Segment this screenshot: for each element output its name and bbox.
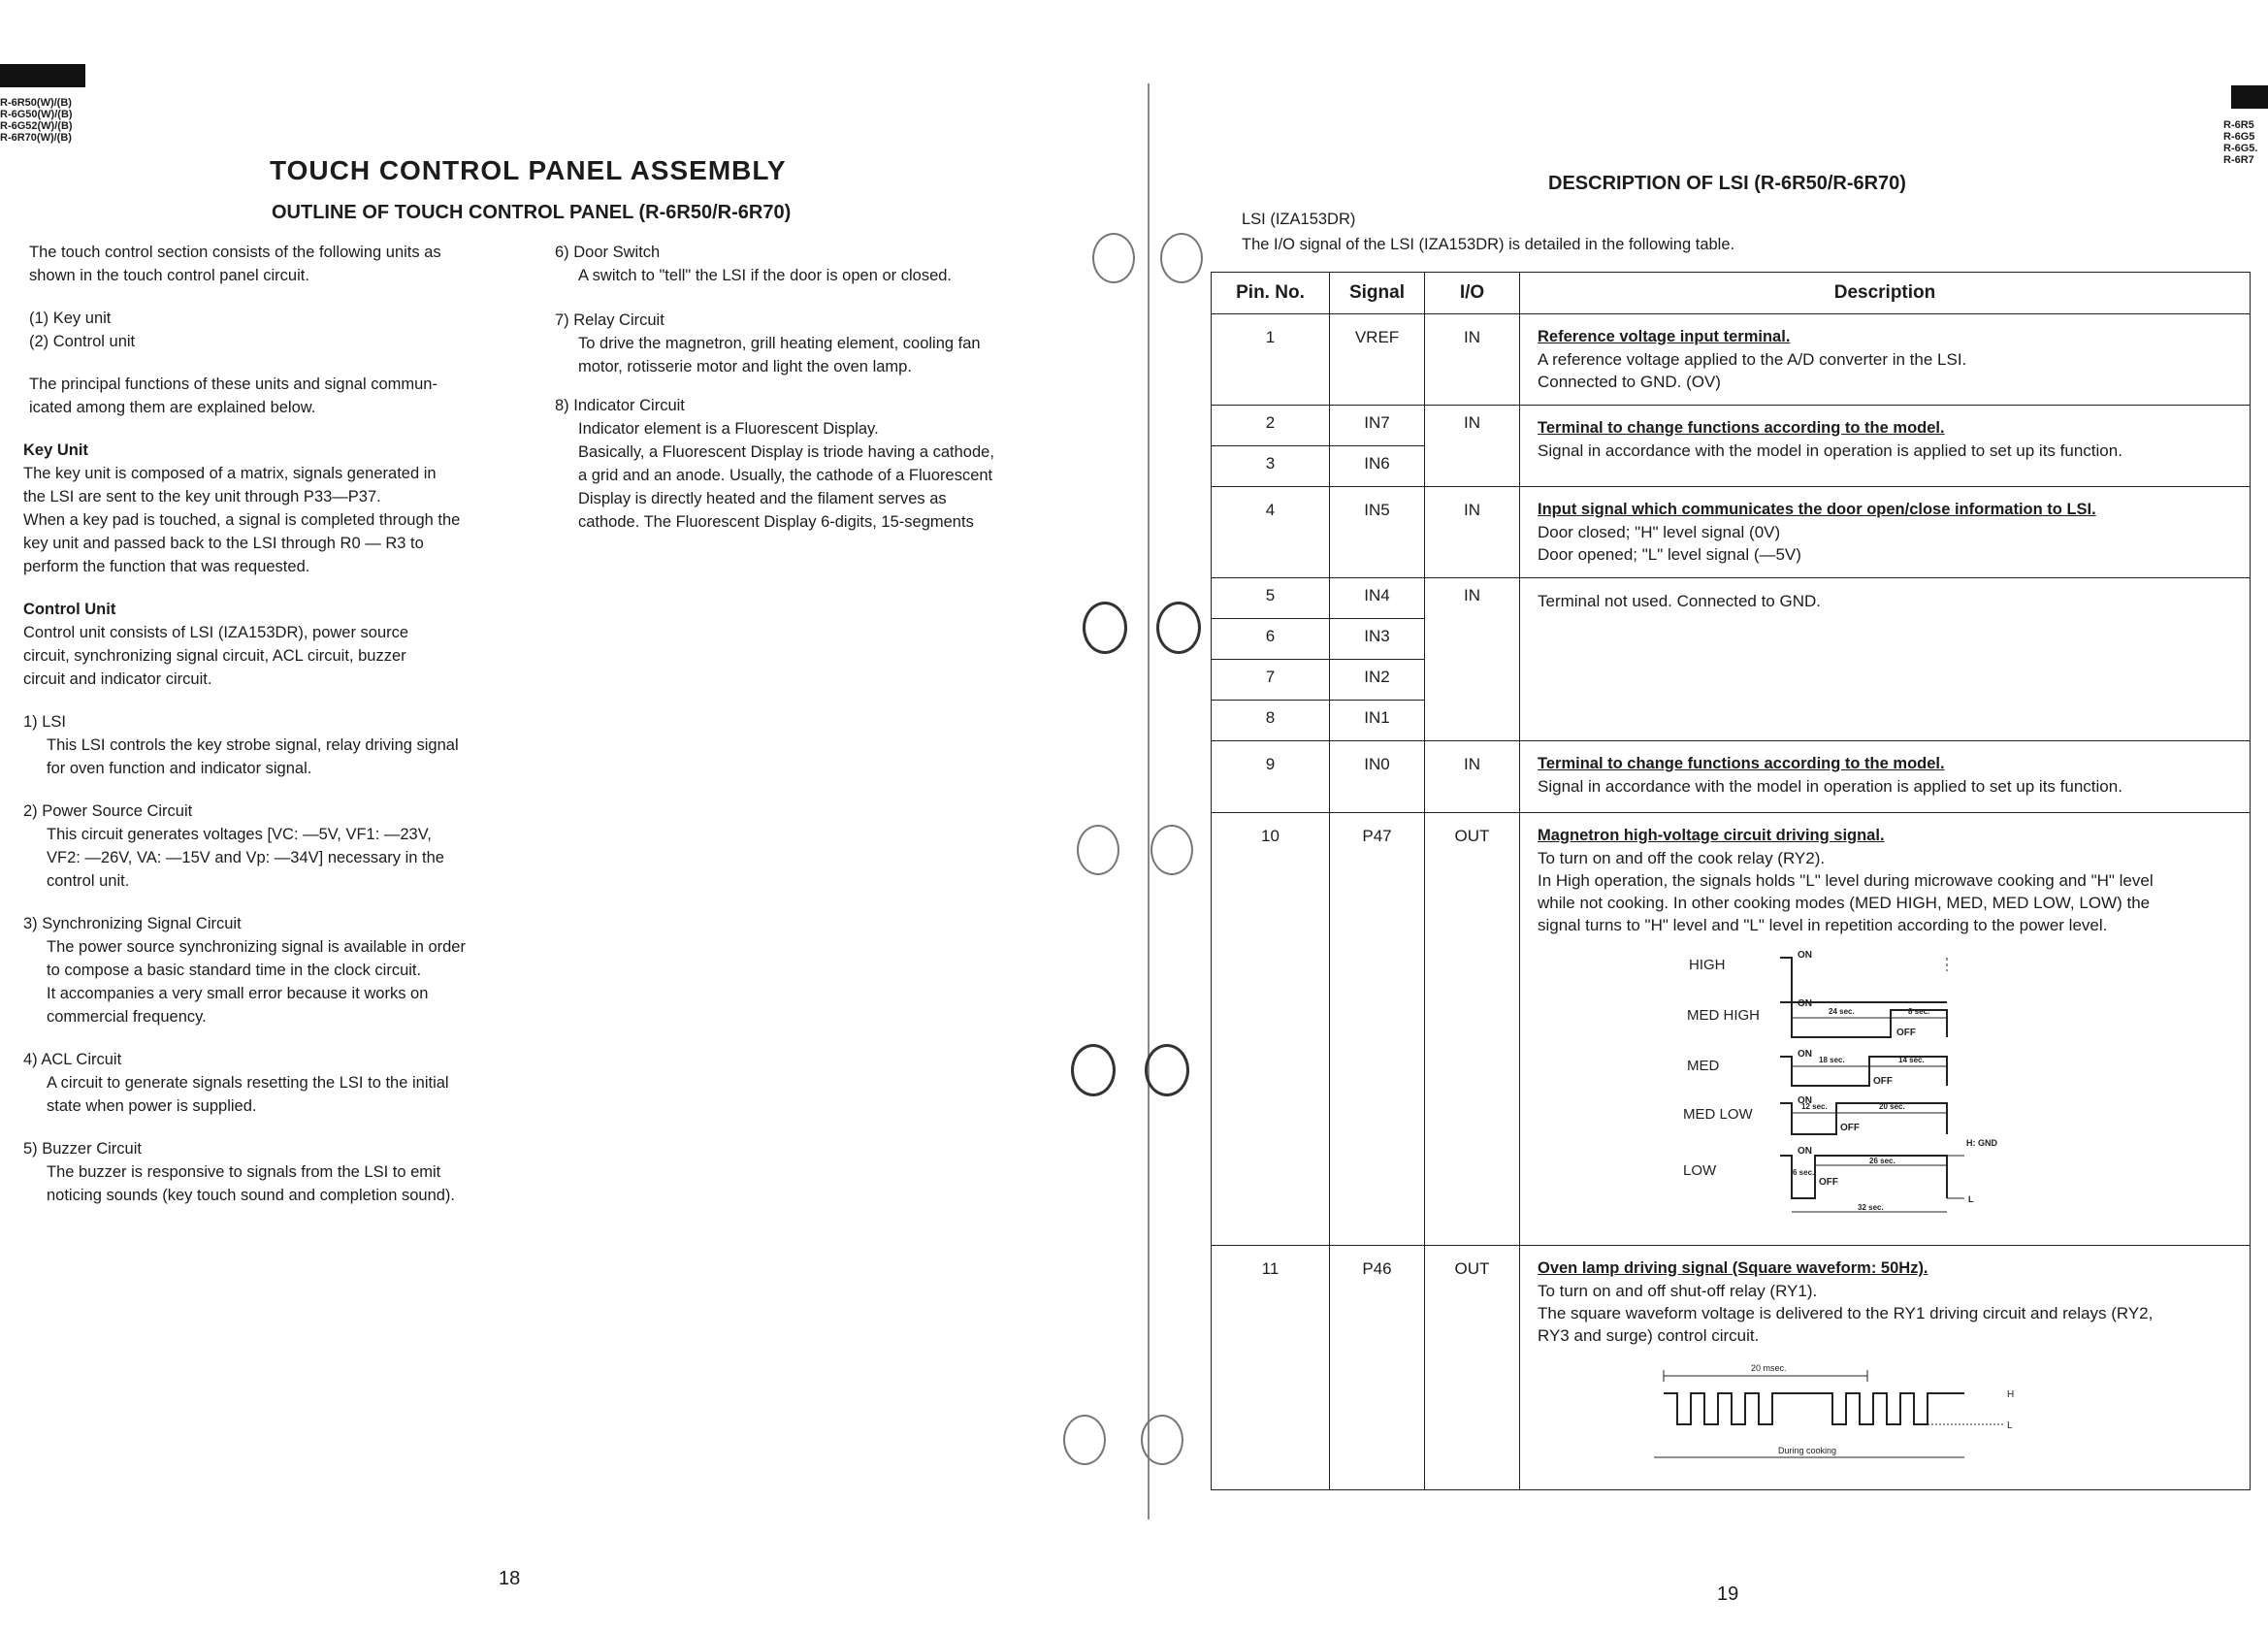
table-row: 4 IN5 IN Input signal which communicates the door open/close information to LSI. Door closed; "H" level signal (0V) Door opened; "L" level signal (—5V) <box>1212 487 2251 578</box>
col-header-signal: Signal <box>1330 273 1425 314</box>
svg-text:6 sec.: 6 sec. <box>1793 1168 1815 1177</box>
binder-hole <box>1150 825 1193 875</box>
left-model-list: R-6R50(W)/(B) R-6G50(W)/(B) R-6G52(W)/(B) R-6R70(W)/(B) <box>0 97 73 144</box>
item-lsi: 1) LSI This LSI controls the key strobe signal, relay driving signal for oven function and indicator signal. <box>23 713 459 777</box>
desc-in0: Terminal to change functions according to the model. Signal in accordance with the model in operation is applied to set up its function. <box>1520 741 2251 813</box>
svg-text:OFF: OFF <box>1896 1028 1916 1038</box>
lsi-intro: The I/O signal of the LSI (IZA153DR) is detailed in the following table. <box>1242 236 1735 253</box>
left-column-2 <box>555 241 1059 553</box>
table-header-row <box>1212 273 2251 314</box>
svg-text:ON: ON <box>1798 998 1812 1009</box>
svg-text:During cooking: During cooking <box>1778 1446 1837 1455</box>
page-number-right: 19 <box>1717 1583 1739 1605</box>
item-synchronizing: 3) Synchronizing Signal Circuit The power source synchronizing signal is available in order to compose a basic standard time in the clock circuit. It accompanies a very small error because it works on commercial frequency. <box>23 915 466 1026</box>
svg-text:26 sec.: 26 sec. <box>1869 1157 1895 1165</box>
right-corner-tab <box>2231 85 2268 109</box>
level-med-high: MED HIGH <box>1687 1007 1760 1024</box>
binder-hole <box>1063 1415 1106 1465</box>
principal-paragraph: The principal functions of these units and signal commun- icated among them are explained below. <box>29 375 437 416</box>
desc-p47: Magnetron high-voltage circuit driving signal. To turn on and off the cook relay (RY2). In High operation, the signals holds "L" level during microwave cooking and "H" level while not cooking. In other cooking modes (MED HIGH, MED, MED LOW, LOW) the signal turns to "H" level and "L" level in repetition according to the power level. HIGH MED HIGH MED MED LOW LOW ON ON ON ON ON OFF OFF OFF OFF 24 sec. 8 sec. 18 sec. 14 sec. 12 sec. 20 sec. 6 sec. 26 sec. 32 sec. H: GND L <box>1520 813 2251 1246</box>
level-low: LOW <box>1683 1162 1717 1179</box>
key-unit-section: Key Unit The key unit is composed of a matrix, signals generated in the LSI are sent to the key unit through P33—P37. When a key pad is touched, a signal is completed through the key unit and passed back to the LSI through R0 — R3 to perform the function that was requested. <box>23 441 461 575</box>
power-level-timing-diagram <box>1683 942 2090 1224</box>
col-header-description: Description <box>1520 273 2251 314</box>
control-unit-section: Control Unit Control unit consists of LSI (IZA153DR), power source circuit, synchronizing signal circuit, ACL circuit, buzzer circuit and indicator circuit. <box>23 601 409 688</box>
item-power-source: 2) Power Source Circuit This circuit generates voltages [VC: —5V, VF1: —23V, VF2: —26V, VA: —15V and Vp: —34V] necessary in the control unit. <box>23 802 444 890</box>
item-door-switch: 6) Door Switch A switch to "tell" the LSI if the door is open or closed. <box>555 244 953 284</box>
svg-text:ON: ON <box>1798 1095 1812 1106</box>
left-corner-tab <box>0 64 85 87</box>
binder-hole <box>1083 602 1127 654</box>
binder-hole <box>1141 1415 1183 1465</box>
svg-text:ON: ON <box>1798 950 1812 961</box>
binder-hole <box>1077 825 1119 875</box>
table-row: 11 P46 OUT Oven lamp driving signal (Square waveform: 50Hz). To turn on and off shut-off relay (RY1). The square waveform voltage is delivered to the RY1 driving circuit and relays (RY2, RY3 and surge) control circuit. 20 msec. H L During cooking <box>1212 1246 2251 1490</box>
desc-in7: Terminal to change functions according to the model. Signal in accordance with the model in operation is applied to set up its function. <box>1520 406 2251 487</box>
units-list: (1) Key unit (2) Control unit <box>29 310 136 350</box>
svg-text:H: H <box>2007 1389 2015 1400</box>
level-med-low: MED LOW <box>1683 1106 1753 1123</box>
binder-hole <box>1145 1044 1189 1096</box>
desc-in4: Terminal not used. Connected to GND. <box>1520 578 2251 741</box>
page-number-left: 18 <box>499 1568 521 1589</box>
svg-text:18 sec.: 18 sec. <box>1819 1056 1845 1064</box>
level-high: HIGH <box>1689 957 1726 973</box>
binder-hole <box>1156 602 1201 654</box>
svg-text:H: GND: H: GND <box>1966 1138 1997 1148</box>
item-acl: 4) ACL Circuit A circuit to generate signals resetting the LSI to the initial state when power is supplied. <box>23 1051 449 1115</box>
col-header-io: I/O <box>1425 273 1520 314</box>
table-row: 5 IN4 IN Terminal not used. Connected to GND. <box>1212 578 2251 619</box>
table-row: 8 IN1 <box>1212 701 2251 741</box>
desc-p46: Oven lamp driving signal (Square waveform: 50Hz). To turn on and off shut-off relay (RY1). The square waveform voltage is delivered to the RY1 driving circuit and relays (RY2, RY3 and surge) control circuit. 20 msec. H L During cooking <box>1520 1246 2251 1490</box>
table-row: 1 VREF IN Reference voltage input terminal. A reference voltage applied to the A/D converter in the LSI. Connected to GND. (OV) <box>1212 314 2251 406</box>
col-header-pin: Pin. No. <box>1212 273 1330 314</box>
svg-text:OFF: OFF <box>1819 1177 1838 1188</box>
svg-text:24 sec.: 24 sec. <box>1829 1007 1855 1016</box>
svg-text:32 sec.: 32 sec. <box>1858 1203 1884 1212</box>
table-row: 6 IN3 <box>1212 619 2251 660</box>
svg-text:L: L <box>1968 1194 1974 1204</box>
right-model-list: R-6R5 R-6G5 R-6G5. R-6R7 <box>2223 119 2258 166</box>
table-row: 2 IN7 IN Terminal to change functions according to the model. Signal in accordance with the model in operation is applied to set up its function. <box>1212 406 2251 446</box>
svg-text:L: L <box>2007 1420 2013 1431</box>
svg-text:20 sec.: 20 sec. <box>1879 1102 1905 1111</box>
binder-hole <box>1071 1044 1116 1096</box>
item-relay: 7) Relay Circuit To drive the magnetron, grill heating element, cooling fan motor, rotisserie motor and light the oven lamp. <box>555 311 981 375</box>
lsi-section-title: DESCRIPTION OF LSI (R-6R50/R-6R70) <box>1548 173 1906 194</box>
left-column-1 <box>23 241 518 1226</box>
square-waveform-diagram <box>1635 1360 2081 1477</box>
lsi-io-table <box>1211 272 2251 1490</box>
svg-text:OFF: OFF <box>1840 1123 1860 1133</box>
intro-paragraph: The touch control section consists of the following units as shown in the touch control panel circuit. <box>29 244 441 284</box>
lsi-label: LSI (IZA153DR) <box>1242 211 1356 228</box>
page-subtitle: OUTLINE OF TOUCH CONTROL PANEL (R-6R50/R-6R70) <box>272 202 792 223</box>
svg-text:ON: ON <box>1798 1146 1812 1157</box>
table-row: 3 IN6 <box>1212 446 2251 487</box>
page-divider <box>1148 83 1150 1519</box>
table-row: 7 IN2 <box>1212 660 2251 701</box>
svg-text:ON: ON <box>1798 1049 1812 1060</box>
desc-in5: Input signal which communicates the door open/close information to LSI. Door closed; "H" level signal (0V) Door opened; "L" level signal (—5V) <box>1520 487 2251 578</box>
svg-text:OFF: OFF <box>1873 1076 1893 1087</box>
svg-text:12 sec.: 12 sec. <box>1801 1102 1828 1111</box>
binder-hole <box>1160 233 1203 283</box>
binder-hole <box>1092 233 1135 283</box>
item-indicator: 8) Indicator Circuit Indicator element is a Fluorescent Display. Basically, a Fluorescent Display is triode having a cathode, a grid and an anode. Usually, the cathode of a Fluorescent Display is directly heated and the filament serves as cathode. The Fluorescent Display 6-digits, 15-segments <box>555 397 994 531</box>
svg-text:8 sec.: 8 sec. <box>1908 1007 1930 1016</box>
svg-text:20 msec.: 20 msec. <box>1751 1363 1787 1373</box>
desc-vref: Reference voltage input terminal. A reference voltage applied to the A/D converter in the LSI. Connected to GND. (OV) <box>1520 314 2251 406</box>
table-row: 9 IN0 IN Terminal to change functions according to the model. Signal in accordance with the model in operation is applied to set up its function. <box>1212 741 2251 813</box>
page-title: TOUCH CONTROL PANEL ASSEMBLY <box>270 155 787 185</box>
table-row: 10 P47 OUT Magnetron high-voltage circuit driving signal. To turn on and off the cook relay (RY2). In High operation, the signals holds "L" level during microwave cooking and "H" level while not cooking. In other cooking modes (MED HIGH, MED, MED LOW, LOW) the signal turns to "H" level and "L" level in repetition according to the power level. HIGH MED HIGH MED MED LOW LOW ON ON ON ON ON OFF OFF OFF OFF 24 sec. 8 sec. 18 sec. 14 sec. 12 sec. 20 sec. 6 sec. 26 sec. 32 sec. H: GND L <box>1212 813 2251 1246</box>
item-buzzer: 5) Buzzer Circuit The buzzer is responsive to signals from the LSI to emit noticing sounds (key touch sound and completion sound). <box>23 1140 456 1204</box>
level-med: MED <box>1687 1058 1720 1074</box>
svg-text:14 sec.: 14 sec. <box>1898 1056 1925 1064</box>
